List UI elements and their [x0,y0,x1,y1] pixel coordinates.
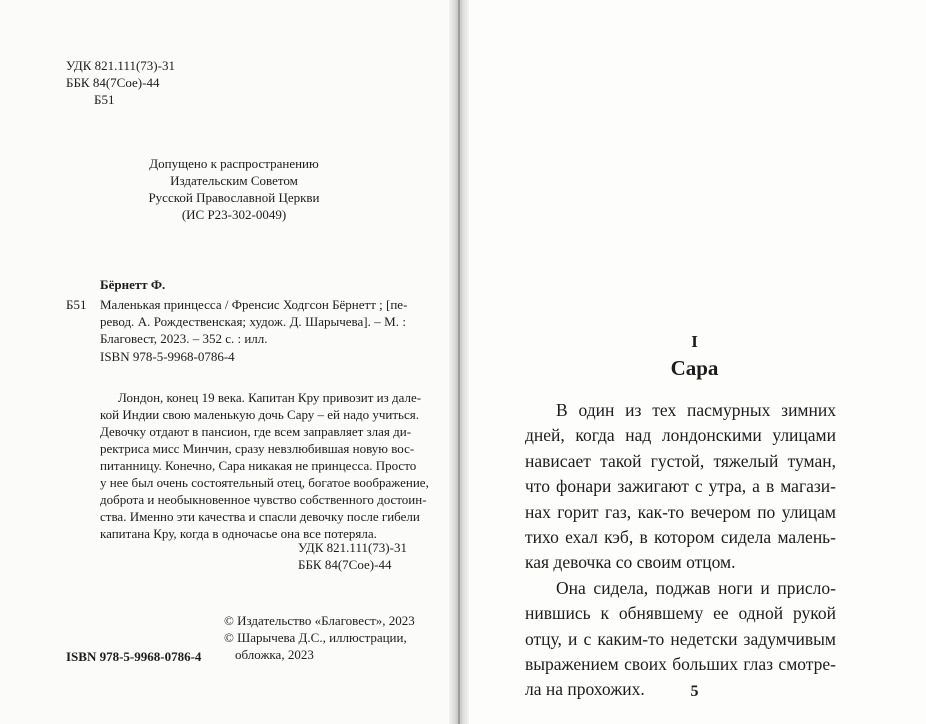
copyright-notice [224,612,420,663]
chapter-body-text [525,398,836,703]
body-line: Она сидела, поджав ноги и присло- [556,577,836,598]
chapter-title: Сара [670,356,719,380]
biblio-line: Благовест, 2023. – 352 с. : илл. [100,331,268,346]
annotation-line: кой Индии свою маленькую дочь Сару – ей надо учиться. [100,407,419,422]
biblio-line: ревод. А. Рождественская; худож. Д. Шарычева]. – М. : [100,314,406,329]
body-line: нависает такой густой, тяжелый туман, [525,450,836,471]
annotation-line: доброта и необыкновенное чувство собственного достоин- [100,492,427,507]
bibliographic-description [100,296,406,347]
annotation-line: ства. Именно эти качества и спасли девочку после гибели [100,509,420,524]
body-line: кая девочка со своим отцом. [525,552,736,573]
body-line: выражением своих больших глаз смотре- [525,654,836,675]
gutter-fold-line [458,0,460,724]
author-name: Бёрнетт Ф. [100,277,166,292]
copyright-line: © Издательство «Благовест», 2023 [224,613,415,628]
body-line: тихо ехал кэб, в котором сидела малень- [525,527,836,548]
udk-code: УДК 821.111(73)-31 [298,540,407,555]
approval-line: (ИС Р23-302-0049) [181,207,287,222]
copyright-line: © Шарычева Д.С., иллюстрации, [224,630,407,645]
body-line: нившись к обнявшему ее одной рукой [525,603,836,624]
church-approval-notice [120,155,348,223]
chapter-number: I [691,332,698,351]
udk-classification-bottom [298,539,407,573]
annotation-line: ректриса мисс Минчин, сразу невзлюбившая новую вос- [100,441,415,456]
isbn-bottom: ISBN 978-5-9968-0786-4 [66,649,202,664]
isbn-middle: ISBN 978-5-9968-0786-4 [100,349,235,364]
annotation-line: Лондон, конец 19 века. Капитан Кру привозит из дале- [118,390,422,405]
approval-line: Русской Православной Церкви [148,190,320,205]
annotation-line: Девочку отдают в пансион, где всем заправляет злая ди- [100,424,412,439]
biblio-author-mark: Б51 [66,297,87,312]
annotation-line: капитана Кру, когда в одночасье она все потеряла. [100,526,377,541]
approval-line: Издательским Советом [170,173,298,188]
body-line: В один из тех пасмурных зимних [556,400,836,420]
page-number: 5 [690,683,699,700]
left-page [0,0,455,724]
body-line: ла на прохожих. [525,679,645,700]
body-line: дней, когда над лондонскими улицами [525,425,836,446]
udk-code: УДК 821.111(73)-31 [66,58,175,73]
biblio-line: Маленькая принцесса / Френсис Ходгсон Бёрнетт ; [пе- [100,297,408,312]
bbk-code: ББК 84(7Сое)-44 [66,75,160,90]
body-line: отцу, и с каким-то недетски задумчивым [525,628,836,649]
approval-line: Допущено к распространению [149,156,319,171]
bbk-code: ББК 84(7Сое)-44 [298,557,392,572]
book-annotation [100,389,429,542]
author-mark: Б51 [94,92,115,107]
annotation-line: у нее был очень состоятельный отец, богатое воображение, [100,475,429,490]
udk-classification-top [66,57,175,108]
annotation-line: питанницу. Конечно, Сара никакая не принцесса. Просто [100,458,417,473]
copyright-line: обложка, 2023 [235,647,314,662]
body-line: нах горит газ, как-то вечером по улицам [525,501,836,522]
body-line: что фонари зажигают с утра, а в магази- [525,476,836,497]
